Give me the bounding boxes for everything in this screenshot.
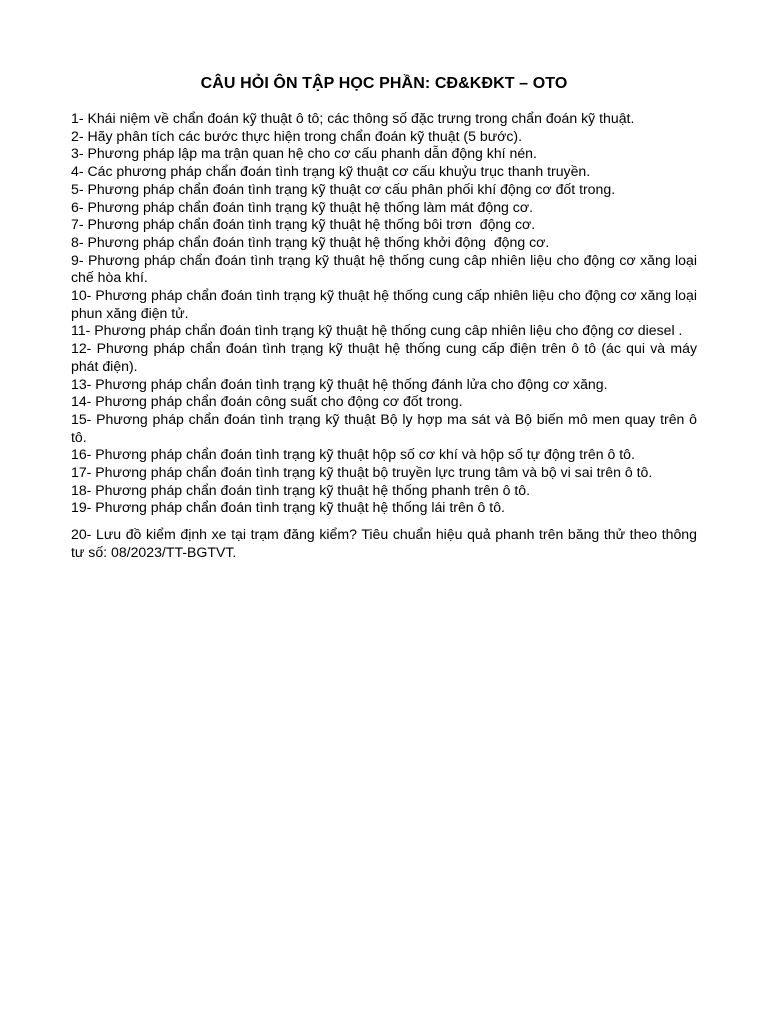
question-item-4: 4- Các phương pháp chẩn đoán tình trạng kỹ thuật cơ cấu khuỷu trục thanh truyền. [71,163,591,180]
question-item-20: 20- Lưu đồ kiểm định xe tại trạm đăng kiểm? Tiêu chuẩn hiệu quả phanh trên băng thử theo thông tư số: 08/2023/TT-BGTVT. [71,526,701,560]
question-item-19: 19- Phương pháp chẩn đoán tình trạng kỹ thuật hệ thống lái trên ô tô. [71,499,505,516]
question-item-16: 16- Phương pháp chẩn đoán tình trạng kỹ thuật hộp số cơ khí và hộp số tự động trên ô tô. [71,446,635,463]
question-item-12: 12- Phương pháp chẩn đoán tình trạng kỹ thuật hệ thống cung cấp điện trên ô tô (ác qui và máy phát điện). [71,340,701,374]
question-item-2: 2- Hãy phân tích các bước thực hiện trong chẩn đoán kỹ thuật (5 bước). [71,127,523,144]
question-item-5: 5- Phương pháp chẩn đoán tình trạng kỹ thuật cơ cấu phân phối khí động cơ đốt trong. [71,180,616,197]
question-item-13: 13- Phương pháp chẩn đoán tình trạng kỹ thuật hệ thống đánh lửa cho động cơ xăng. [71,375,608,392]
question-list [71,110,701,562]
question-item-10: 10- Phương pháp chẩn đoán tình trạng kỹ thuật hệ thống cung cấp nhiên liệu cho động cơ xăng loại phun xăng điện tử. [71,287,701,321]
question-item-11: 11- Phương pháp chẩn đoán tình trạng kỹ thuật hệ thống cung câp nhiên liệu cho động cơ diesel . [71,322,683,339]
question-item-3: 3- Phương pháp lập ma trận quan hệ cho cơ cấu phanh dẫn động khí nén. [71,145,537,162]
question-item-7: 7- Phương pháp chẩn đoán tình trạng kỹ thuật hệ thống bôi trơn động cơ. [71,216,536,233]
question-item-18: 18- Phương pháp chẩn đoán tình trạng kỹ thuật hệ thống phanh trên ô tô. [71,481,531,498]
question-item-6: 6- Phương pháp chẩn đoán tình trạng kỹ thuật hệ thống làm mát động cơ. [71,198,533,215]
question-item-14: 14- Phương pháp chẩn đoán công suất cho động cơ đốt trong. [71,393,463,410]
question-item-15: 15- Phương pháp chẩn đoán tình trạng kỹ thuật Bộ ly hợp ma sát và Bộ biến mô men quay trên ô tô. [71,410,701,445]
page-title: CÂU HỎI ÔN TẬP HỌC PHẦN: CĐ&KĐKT – OTO [200,75,568,92]
question-item-8: 8- Phương pháp chẩn đoán tình trạng kỹ thuật hệ thống khởi động động cơ. [71,233,550,250]
question-item-1: 1- Khái niệm về chẩn đoán kỹ thuật ô tô; các thông số đặc trưng trong chẩn đoán kỹ thuật. [71,110,635,126]
question-item-17: 17- Phương pháp chẩn đoán tình trạng kỹ thuật bộ truyền lực trung tâm và bộ vi sai trên ô tô. [71,464,653,481]
question-item-9: 9- Phương pháp chẩn đoán tình trạng kỹ thuật hệ thống cung câp nhiên liệu cho động cơ xăng loại chế hòa khí. [71,251,701,286]
